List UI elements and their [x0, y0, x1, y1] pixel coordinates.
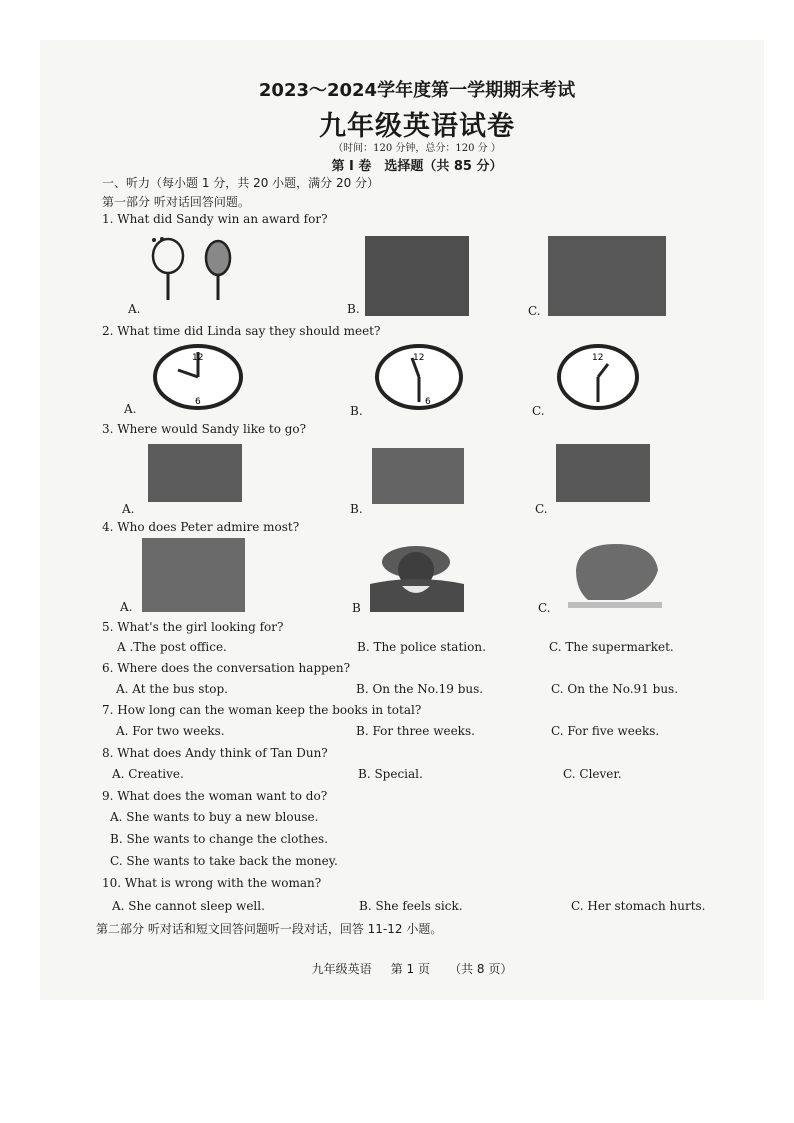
person-c-image [568, 540, 666, 616]
q1-option-c-label: C. [528, 304, 541, 318]
section1-heading: 一、听力（每小题 1 分，共 20 小题，满分 20 分） [102, 176, 380, 190]
q4-option-b-label: B [352, 601, 361, 615]
page-footer [0, 960, 794, 977]
q9-option-b: B. She wants to change the clothes. [110, 832, 328, 846]
person-b-image [368, 544, 466, 616]
section1-subheading: 第一部分 听对话回答问题。 [102, 195, 250, 209]
q3-option-c-label: C. [535, 502, 548, 516]
q4-option-a-label: A. [120, 600, 133, 614]
q6-option-b: B. On the No.19 bus. [356, 682, 484, 696]
footer-total: （共 8 页） [449, 962, 513, 976]
question-1: 1. What did Sandy win an award for? [102, 212, 328, 226]
q10-option-a: A. She cannot sleep well. [112, 899, 265, 913]
question-9: 9. What does the woman want to do? [102, 789, 328, 803]
q9-option-a: A. She wants to buy a new blouse. [110, 810, 319, 824]
paper-title: 九年级英语试卷 [319, 111, 515, 142]
tennis-scene-image [548, 236, 666, 316]
q7-option-a: A. For two weeks. [116, 724, 225, 738]
exam-note: （时间：120 分钟，总分：120 分 ） [333, 143, 501, 154]
q6-option-c: C. On the No.91 bus. [551, 682, 679, 696]
question-10: 10. What is wrong with the woman? [102, 876, 322, 890]
q1-option-b-label: B. [347, 302, 360, 316]
q3-option-b-label: B. [350, 502, 363, 516]
part-title: 第 I 卷 选择题（共 85 分） [331, 159, 503, 174]
q6-option-a: A. At the bus stop. [116, 682, 228, 696]
q2-option-c-label: C. [532, 404, 545, 418]
q7-option-b: B. For three weeks. [356, 724, 475, 738]
clock-a-icon [152, 344, 244, 414]
q7-option-c: C. For five weeks. [551, 724, 660, 738]
person-a-image [142, 538, 245, 612]
svg-text:12: 12 [192, 353, 204, 363]
section2-heading: 第二部分 听对话和短文回答问题听一段对话，回答 11-12 小题。 [96, 922, 443, 936]
q5-option-c: C. The supermarket. [549, 640, 674, 654]
question-2: 2. What time did Linda say they should meet? [102, 324, 381, 338]
svg-text:6: 6 [195, 397, 201, 407]
q8-option-b: B. Special. [358, 767, 423, 781]
question-6: 6. Where does the conversation happen? [102, 661, 351, 675]
q5-option-b: B. The police station. [357, 640, 486, 654]
question-8: 8. What does Andy think of Tan Dun? [102, 746, 328, 760]
question-7: 7. How long can the woman keep the books in total? [102, 703, 422, 717]
q8-option-a: A. Creative. [112, 767, 184, 781]
q9-option-c: C. She wants to take back the money. [110, 854, 338, 868]
q4-option-c-label: C. [538, 601, 551, 615]
svg-text:12: 12 [592, 353, 604, 363]
footer-page: 第 1 页 [390, 962, 430, 976]
q10-option-b: B. She feels sick. [359, 899, 463, 913]
question-3: 3. Where would Sandy like to go? [102, 422, 307, 436]
q10-option-c: C. Her stomach hurts. [571, 899, 706, 913]
question-4: 4. Who does Peter admire most? [102, 520, 300, 534]
place-a-image [148, 444, 242, 502]
exam-year-title: 2023～2024学年度第一学期期末考试 [258, 80, 576, 101]
racket-pair-image [148, 236, 240, 308]
clock-c-icon [556, 344, 640, 414]
place-b-image [372, 448, 464, 504]
clock-b-icon [374, 344, 464, 414]
svg-text:6: 6 [425, 397, 431, 407]
q3-option-a-label: A. [122, 502, 135, 516]
footer-subject: 九年级英语 [311, 962, 372, 976]
q1-option-a-label: A. [128, 302, 141, 316]
q2-option-a-label: A. [124, 402, 137, 416]
place-c-image [556, 444, 650, 502]
q8-option-c: C. Clever. [563, 767, 622, 781]
mountain-image [365, 236, 469, 316]
question-5: 5. What's the girl looking for? [102, 620, 284, 634]
q2-option-b-label: B. [350, 404, 363, 418]
svg-text:12: 12 [413, 353, 425, 363]
q5-option-a: A .The post office. [117, 640, 227, 654]
